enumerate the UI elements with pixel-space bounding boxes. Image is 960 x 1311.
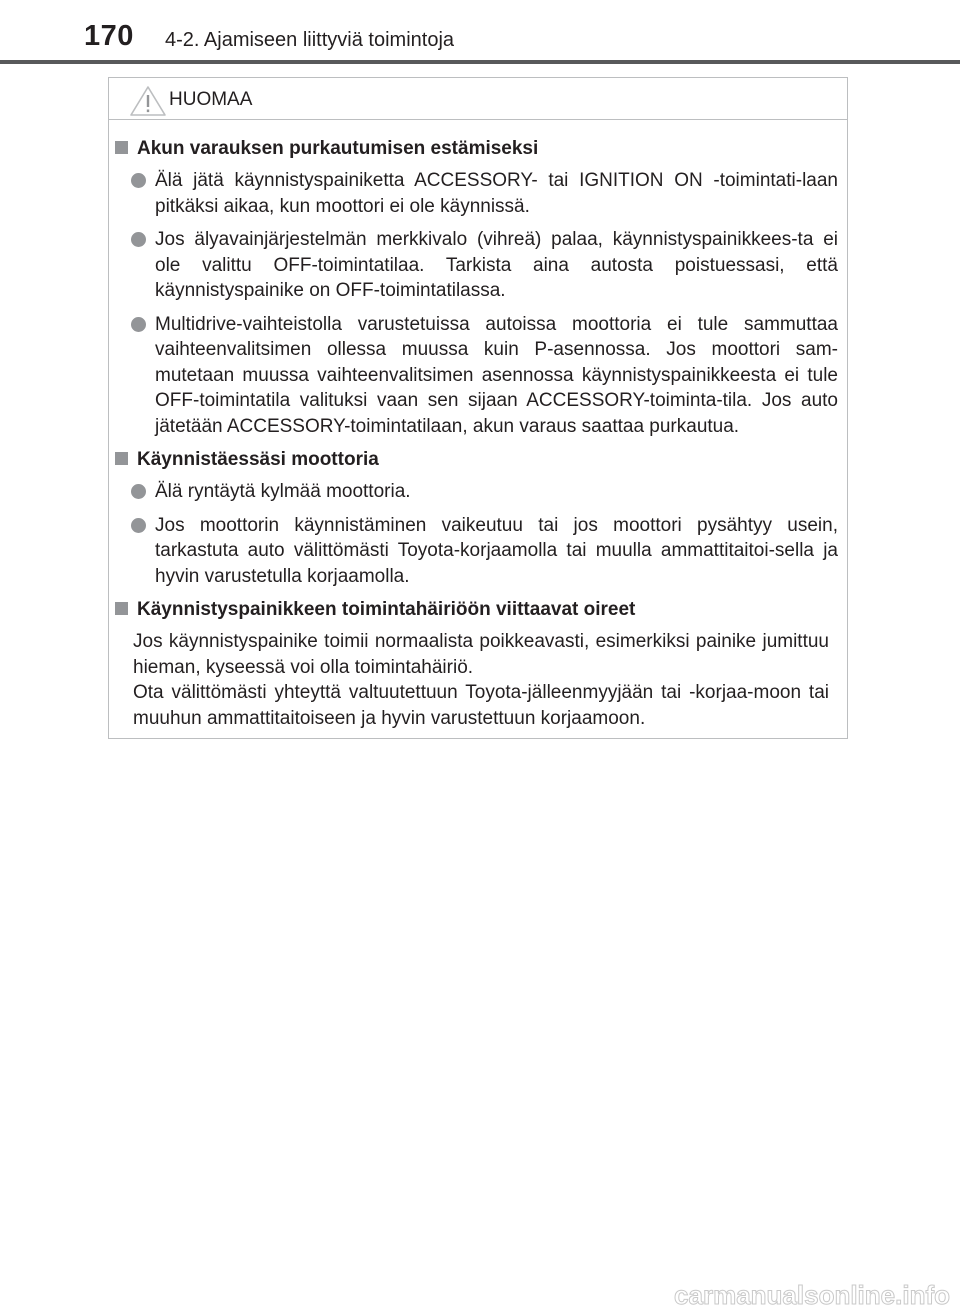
notice-content <box>109 136 847 731</box>
round-bullet-icon <box>131 232 146 247</box>
round-bullet-icon <box>131 484 146 499</box>
section-heading-text: Käynnistäessäsi moottoria <box>137 449 379 470</box>
section-heading <box>109 447 847 472</box>
notice-header <box>109 78 847 120</box>
header-rule <box>0 60 960 64</box>
notice-label: HUOMAA <box>169 89 253 110</box>
round-bullet-icon <box>131 317 146 332</box>
list-item-text: Älä ryntäytä kylmää moottoria. <box>155 481 411 502</box>
page-header <box>0 0 960 66</box>
list-item <box>109 513 847 590</box>
list-item-text: Multidrive-vaihteistolla varustetuissa autoissa moottoria ei tule sammuttaa vaihteenvalitsimen ollessa muussa kuin P-asennossa. Jos moottori sam-mutetaan muussa vaihteenvalitsimen asennossa käynnistyspainikkeesta ei tule OFF-toimintatila valituksi vaan sen sijaan ACCESSORY-toiminta-tila. Jos auto jätetään ACCESSORY-toimintatilaan, akun varaus saattaa purkautua. <box>155 313 838 437</box>
section-title: 4-2. Ajamiseen liittyviä toimintoja <box>165 29 455 51</box>
notice-box <box>108 77 848 739</box>
warning-triangle-icon <box>129 85 167 117</box>
list-item <box>109 168 847 219</box>
section-heading <box>109 597 847 622</box>
list-item-text: Älä jätä käynnistyspainiketta ACCESSORY- tai IGNITION ON -toimintati-laan pitkäksi aikaa, kun moottori ei ole käynnissä. <box>155 170 838 217</box>
square-bullet-icon <box>115 602 128 615</box>
list-item-text: Jos älyavainjärjestelmän merkkivalo (vihreä) palaa, käynnistyspainikkees-ta ei ole valittu OFF-toimintatilaa. Tarkista aina autosta poistuessasi, että käynnistyspainike on OFF-toimintatilassa. <box>155 229 838 301</box>
list-item <box>109 312 847 440</box>
section-heading-text: Akun varauksen purkautumisen estämiseksi <box>137 138 539 159</box>
square-bullet-icon <box>115 452 128 465</box>
list-item <box>109 227 847 304</box>
page-number: 170 <box>84 20 134 52</box>
round-bullet-icon <box>131 518 146 533</box>
list-item <box>109 479 847 505</box>
paragraph: Ota välittömästi yhteyttä valtuutettuun Toyota-jälleenmyyjään tai -korjaa-moon tai muuhun ammattitaitoiseen ja hyvin varustettuun korjaamoon. <box>133 682 829 729</box>
round-bullet-icon <box>131 173 146 188</box>
paragraph: Jos käynnistyspainike toimii normaalista poikkeavasti, esimerkiksi painike jumittuu hieman, kyseessä voi olla toimintahäiriö. <box>133 631 829 678</box>
section-heading <box>109 136 847 161</box>
list-item-text: Jos moottorin käynnistäminen vaikeutuu tai jos moottori pysähtyy usein, tarkastuta auto välittömästi Toyota-korjaamolla tai muulla ammattitaitoi-sella ja hyvin varustetulla korjaamolla. <box>155 514 838 587</box>
watermark-text: carmanualsonline.info <box>674 1280 950 1310</box>
square-bullet-icon <box>115 141 128 154</box>
section-heading-text: Käynnistyspainikkeen toimintahäiriöön viittaavat oireet <box>137 599 636 620</box>
